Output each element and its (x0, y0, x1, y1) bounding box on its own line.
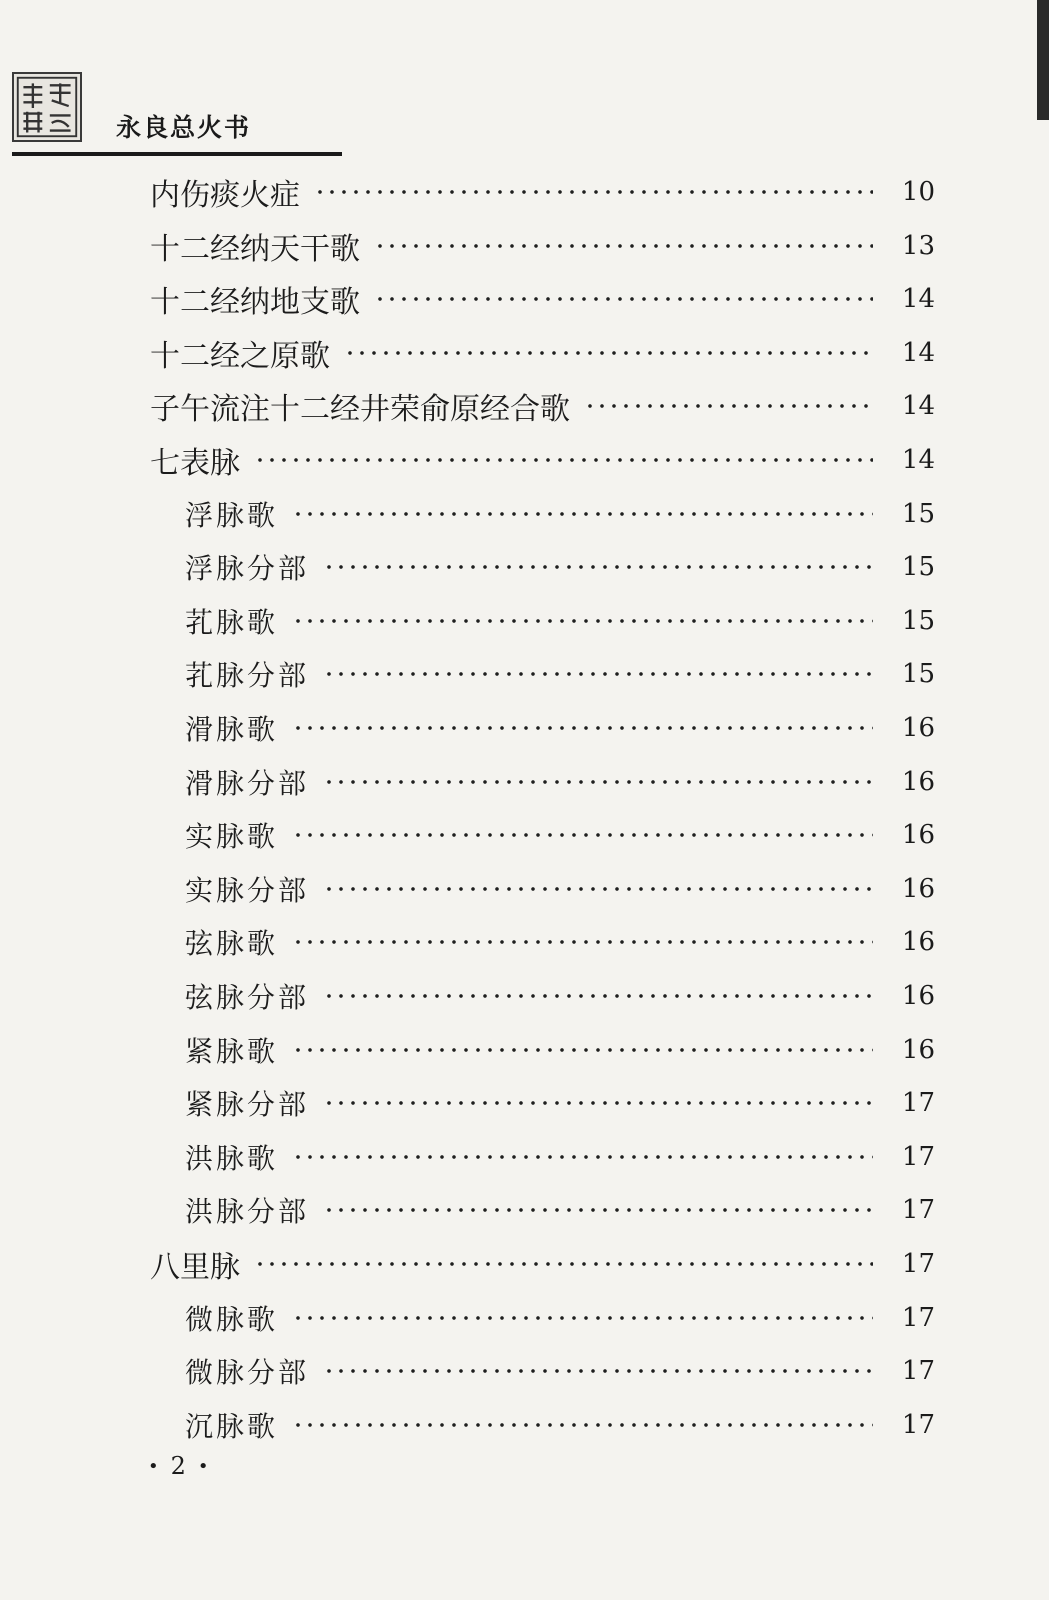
toc-entry-title: 滑脉分部 (185, 766, 310, 800)
toc-dot-leader (323, 1100, 873, 1106)
toc-entry-page: 17 (901, 1409, 935, 1440)
toc-entry[interactable] (185, 547, 935, 587)
toc-entry[interactable] (185, 601, 935, 641)
toc-dot-leader (584, 403, 873, 409)
toc-dot-leader (292, 1047, 873, 1053)
toc-entry[interactable] (185, 654, 935, 694)
toc-entry[interactable] (150, 279, 935, 319)
toc-entry-page: 15 (901, 552, 935, 583)
toc-entry-page: 16 (901, 873, 935, 904)
toc-entry-title: 微脉歌 (185, 1302, 279, 1336)
toc-dot-leader (323, 1207, 873, 1213)
toc-dot-leader (292, 939, 873, 945)
toc-entry-title: 芤脉歌 (185, 605, 279, 639)
toc-entry-title: 洪脉歌 (185, 1141, 279, 1175)
toc-entry[interactable] (150, 440, 935, 480)
toc-dot-leader (292, 1315, 873, 1321)
toc-entry[interactable] (185, 1351, 935, 1391)
toc-entry-title: 实脉歌 (185, 820, 279, 854)
toc-entry-page: 14 (901, 445, 935, 475)
toc-entry-title: 七表脉 (150, 446, 240, 481)
toc-entry-title: 沉脉歌 (185, 1409, 279, 1443)
toc-entry-title: 弦脉分部 (185, 981, 310, 1014)
toc-dot-leader (292, 1154, 873, 1160)
page-footer (148, 1452, 209, 1480)
book-title: 永良总火书 (116, 113, 252, 142)
toc-entry-page: 17 (901, 1356, 935, 1387)
toc-entry-page: 17 (901, 1302, 935, 1333)
toc-entry-page: 16 (901, 713, 935, 743)
toc-entry-page: 16 (901, 820, 935, 851)
toc-dot-leader (292, 832, 873, 838)
toc-dot-leader (323, 564, 873, 570)
toc-entry[interactable] (185, 1405, 935, 1445)
toc-entry[interactable] (185, 976, 935, 1016)
toc-entry-title: 十二经纳天干歌 (150, 231, 360, 267)
toc-dot-leader (292, 618, 873, 624)
toc-dot-leader (374, 243, 873, 249)
toc-entry[interactable] (150, 386, 935, 426)
toc-entry-title: 紧脉分部 (185, 1088, 310, 1122)
seal-logo (12, 72, 82, 142)
seal-icon (14, 74, 80, 140)
toc-dot-leader (323, 1368, 873, 1374)
toc-entry[interactable] (150, 1244, 935, 1284)
toc-entry-page: 15 (901, 659, 935, 690)
toc-entry-title: 滑脉歌 (185, 713, 279, 746)
toc-dot-leader (323, 886, 873, 892)
toc-entry-title: 洪脉分部 (185, 1195, 310, 1229)
toc-entry-title: 十二经纳地支歌 (150, 285, 360, 321)
toc-entry-page: 17 (901, 1195, 935, 1226)
toc-entry-page: 16 (901, 1034, 935, 1065)
header-rule (12, 152, 342, 156)
toc-entry[interactable] (150, 172, 935, 212)
toc-entry-page: 14 (901, 391, 935, 422)
toc-entry-title: 弦脉歌 (185, 927, 279, 961)
toc-entry[interactable] (185, 494, 935, 534)
toc-entry[interactable] (185, 1190, 935, 1230)
toc-entry[interactable] (185, 1137, 935, 1177)
toc-entry-title: 微脉分部 (185, 1356, 310, 1390)
toc-entry-title: 八里脉 (150, 1250, 240, 1285)
toc-entry-page: 17 (901, 1249, 935, 1279)
footer-bullet-right: • (197, 1455, 209, 1477)
toc-dot-leader (292, 725, 873, 731)
toc-entry-page: 15 (901, 605, 935, 636)
toc-dot-leader (323, 993, 873, 999)
toc-entry-title: 芤脉分部 (185, 659, 310, 693)
page-number: 2 (170, 1452, 186, 1480)
toc-entry-page: 14 (901, 284, 935, 315)
toc-dot-leader (344, 350, 873, 356)
toc-entry[interactable] (185, 762, 935, 802)
toc-entry-title: 浮脉歌 (185, 498, 279, 532)
toc-entry[interactable] (185, 708, 935, 748)
toc-dot-leader (323, 779, 873, 785)
toc-dot-leader (254, 1261, 873, 1267)
toc-entry-title: 紧脉歌 (185, 1034, 279, 1068)
toc-entry[interactable] (185, 1030, 935, 1070)
toc-entry-page: 16 (901, 927, 935, 958)
toc-entry-page: 15 (901, 498, 935, 529)
toc-entry-page: 17 (901, 1088, 935, 1119)
toc-dot-leader (323, 671, 873, 677)
toc-entry[interactable] (185, 815, 935, 855)
toc-entry[interactable] (185, 1298, 935, 1338)
toc-entry[interactable] (150, 333, 935, 373)
toc-entry-title: 十二经之原歌 (150, 338, 330, 374)
toc-entry[interactable] (185, 1083, 935, 1123)
footer-bullet-left: • (148, 1455, 159, 1477)
page-edge-shadow (1037, 0, 1049, 120)
toc-dot-leader (314, 189, 873, 195)
toc-entry-page: 14 (901, 337, 935, 368)
toc-entry-title: 实脉分部 (185, 873, 310, 907)
toc-entry[interactable] (185, 922, 935, 962)
toc-entry-page: 16 (901, 766, 935, 797)
toc-dot-leader (374, 296, 873, 302)
toc-entry[interactable] (150, 226, 935, 266)
toc-dot-leader (292, 1422, 873, 1428)
toc-entry[interactable] (185, 869, 935, 909)
toc-dot-leader (254, 457, 873, 463)
toc-entry-page: 17 (901, 1141, 935, 1172)
toc-entry-page: 16 (901, 981, 935, 1011)
toc-entry-title: 子午流注十二经井荣俞原经合歌 (150, 392, 570, 428)
toc-entry-page: 10 (901, 177, 935, 207)
toc-entry-title: 浮脉分部 (185, 552, 310, 586)
toc-dot-leader (292, 511, 873, 517)
toc-entry-page: 13 (901, 230, 935, 261)
toc-entry-title: 内伤痰火症 (150, 178, 300, 213)
